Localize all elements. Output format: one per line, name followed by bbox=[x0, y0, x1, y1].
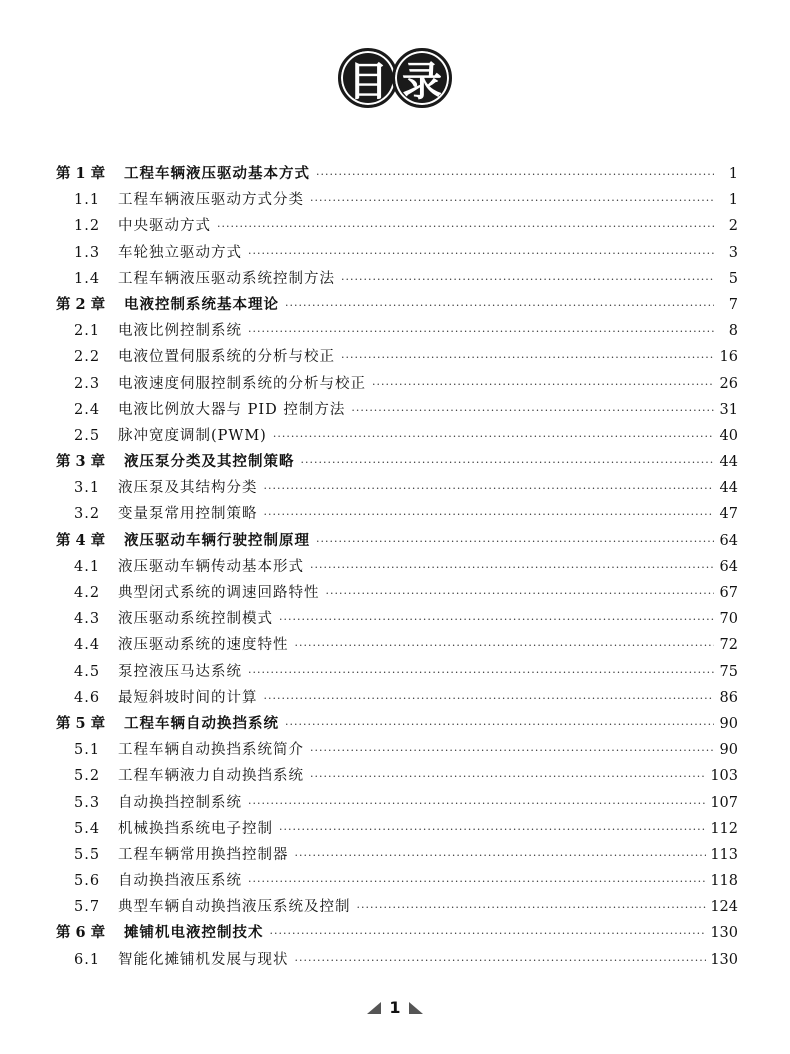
toc-entry-number: 第 3 章 bbox=[56, 453, 106, 471]
left-triangle-icon bbox=[367, 1002, 381, 1014]
leader-dots bbox=[310, 770, 706, 783]
leader-dots bbox=[351, 404, 714, 417]
toc-entry-title: 工程车辆常用换挡控制器 bbox=[118, 846, 289, 863]
toc-entry-title: 电液速度伺服控制系统的分析与校正 bbox=[118, 375, 366, 392]
toc-entry-number: 3.2 bbox=[74, 506, 101, 523]
toc-entry-title: 工程车辆液力自动换挡系统 bbox=[118, 768, 304, 785]
leader-dots bbox=[248, 797, 706, 810]
toc-entry-number: 4.4 bbox=[74, 637, 101, 654]
toc-entry-page: 1 bbox=[728, 192, 738, 209]
leader-dots bbox=[264, 508, 715, 521]
leader-dots bbox=[270, 927, 707, 940]
leader-dots bbox=[248, 666, 714, 679]
toc-entry-number: 5.4 bbox=[74, 820, 101, 837]
toc-entry-number: 2.2 bbox=[74, 349, 101, 366]
toc-entry-number: 1.4 bbox=[74, 270, 101, 287]
toc-section-row[interactable] bbox=[56, 267, 738, 293]
leader-dots bbox=[310, 194, 714, 207]
toc-entry-title: 车轮独立驱动方式 bbox=[118, 244, 242, 261]
leader-dots bbox=[295, 954, 707, 967]
leader-dots bbox=[326, 587, 715, 600]
toc-section-row[interactable] bbox=[56, 738, 738, 764]
toc-entry-title: 液压泵及其结构分类 bbox=[118, 480, 258, 497]
title-char-1: 目 bbox=[338, 48, 398, 108]
toc-section-row[interactable] bbox=[56, 791, 738, 817]
leader-dots bbox=[285, 718, 714, 731]
toc-entry-number: 5.6 bbox=[74, 873, 101, 890]
toc-entry-page: 2 bbox=[728, 218, 738, 235]
toc-entry-number: 4.5 bbox=[74, 663, 101, 680]
toc-chapter-row[interactable] bbox=[56, 162, 738, 188]
toc-section-row[interactable] bbox=[56, 686, 738, 712]
right-triangle-icon bbox=[409, 1002, 423, 1014]
toc-section-row[interactable] bbox=[56, 895, 738, 921]
toc-entry-page: 44 bbox=[719, 480, 738, 497]
toc-entry-number: 第 2 章 bbox=[56, 295, 106, 313]
toc-entry-number: 2.5 bbox=[74, 427, 101, 444]
toc-entry-number: 1.1 bbox=[74, 192, 101, 209]
toc-section-row[interactable] bbox=[56, 817, 738, 843]
toc-entry-title: 最短斜坡时间的计算 bbox=[118, 689, 258, 706]
toc-entry-title: 中央驱动方式 bbox=[118, 218, 211, 235]
toc-entry-page: 107 bbox=[710, 794, 738, 811]
toc-entry-page: 3 bbox=[728, 244, 738, 261]
toc-entry-page: 90 bbox=[719, 742, 738, 759]
toc-entry-title: 液压驱动系统的速度特性 bbox=[118, 637, 289, 654]
toc-section-row[interactable] bbox=[56, 345, 738, 371]
toc-entry-title: 典型闭式系统的调速回路特性 bbox=[118, 585, 320, 601]
toc-entry-page: 16 bbox=[719, 349, 738, 366]
leader-dots bbox=[248, 325, 714, 338]
toc-entry-page: 64 bbox=[719, 532, 738, 549]
toc-entry-title: 自动换挡液压系统 bbox=[118, 873, 242, 890]
toc-chapter-row[interactable] bbox=[56, 293, 738, 319]
leader-dots bbox=[285, 299, 714, 312]
toc-entry-title: 机械换挡系统电子控制 bbox=[118, 820, 273, 837]
toc-entry-page: 86 bbox=[719, 689, 738, 706]
toc-entry-number: 第 5 章 bbox=[56, 714, 106, 732]
leader-dots bbox=[279, 823, 706, 836]
leader-dots bbox=[341, 273, 714, 286]
leader-dots bbox=[301, 456, 715, 469]
toc-entry-title: 电液比例放大器与 PID 控制方法 bbox=[118, 401, 346, 418]
toc-section-row[interactable] bbox=[56, 424, 738, 450]
toc-entry-page: 70 bbox=[719, 611, 738, 628]
toc-entry-title: 液压泵分类及其控制策略 bbox=[124, 453, 295, 471]
toc-entry-page: 5 bbox=[728, 270, 738, 287]
toc-entry-number: 3.1 bbox=[74, 480, 101, 497]
toc-section-row[interactable] bbox=[56, 843, 738, 869]
toc-entry-title: 液压驱动系统控制模式 bbox=[118, 611, 273, 628]
leader-dots bbox=[248, 875, 706, 888]
toc-section-row[interactable] bbox=[56, 660, 738, 686]
leader-dots bbox=[310, 561, 714, 574]
toc-section-row[interactable] bbox=[56, 581, 738, 607]
toc-entry-title: 工程车辆自动换挡系统简介 bbox=[118, 742, 304, 759]
toc-entry-number: 4.1 bbox=[74, 558, 101, 575]
toc-entry-title: 电液位置伺服系统的分析与校正 bbox=[118, 349, 335, 366]
leader-dots bbox=[310, 744, 714, 757]
leader-dots bbox=[316, 535, 714, 548]
toc-section-row[interactable] bbox=[56, 764, 738, 790]
toc-entry-title: 智能化摊铺机发展与现状 bbox=[118, 951, 289, 968]
toc-entry-title: 电液比例控制系统 bbox=[118, 323, 242, 340]
toc-entry-number: 5.7 bbox=[74, 899, 101, 916]
toc-entry-page: 75 bbox=[719, 663, 738, 680]
toc-entry-number: 2.3 bbox=[74, 375, 101, 392]
toc-entry-page: 8 bbox=[728, 323, 738, 340]
toc-entry-title: 自动换挡控制系统 bbox=[118, 794, 242, 811]
toc-entry-number: 5.2 bbox=[74, 768, 101, 785]
toc-entry-number: 6.1 bbox=[74, 951, 101, 968]
page-number: 1 bbox=[389, 998, 401, 1017]
toc-entry-page: 130 bbox=[710, 925, 738, 942]
leader-dots bbox=[295, 639, 715, 652]
page-footer bbox=[0, 998, 790, 1017]
toc-section-row[interactable] bbox=[56, 476, 738, 502]
toc-chapter-row[interactable] bbox=[56, 712, 738, 738]
toc-section-row[interactable] bbox=[56, 214, 738, 240]
toc-entry-title: 摊铺机电液控制技术 bbox=[124, 924, 264, 942]
leader-dots bbox=[316, 168, 714, 181]
leader-dots bbox=[273, 430, 714, 443]
toc-entry-page: 26 bbox=[719, 375, 738, 392]
toc-entry-page: 1 bbox=[728, 166, 738, 182]
toc-entry-page: 7 bbox=[728, 296, 738, 313]
toc-entry-page: 90 bbox=[719, 715, 738, 732]
toc-section-row[interactable] bbox=[56, 188, 738, 214]
toc-entry-number: 5.5 bbox=[74, 846, 101, 863]
leader-dots bbox=[341, 351, 714, 364]
toc-entry-number: 2.4 bbox=[74, 401, 101, 418]
toc-entry-title: 工程车辆自动换挡系统 bbox=[124, 714, 279, 732]
toc-entry-number: 5.1 bbox=[74, 742, 101, 759]
toc-entry-page: 64 bbox=[719, 558, 738, 575]
toc-entry-number: 5.3 bbox=[74, 794, 101, 811]
toc-entry-page: 112 bbox=[710, 820, 738, 837]
leader-dots bbox=[264, 482, 715, 495]
toc-entry-page: 113 bbox=[710, 846, 738, 863]
toc-entry-page: 40 bbox=[719, 427, 738, 444]
toc-entry-title: 电液控制系统基本理论 bbox=[124, 295, 279, 313]
toc-entry-page: 67 bbox=[719, 585, 738, 601]
toc-section-row[interactable] bbox=[56, 948, 738, 974]
toc-entry-page: 124 bbox=[710, 899, 738, 916]
toc-entry-page: 130 bbox=[710, 951, 738, 968]
toc-section-row[interactable] bbox=[56, 607, 738, 633]
toc-section-row[interactable] bbox=[56, 319, 738, 345]
toc-section-row[interactable] bbox=[56, 398, 738, 424]
toc-entry-number: 4.6 bbox=[74, 689, 101, 706]
toc-entry-number: 第 4 章 bbox=[56, 531, 106, 549]
toc-section-row[interactable] bbox=[56, 555, 738, 581]
toc-entry-number: 第 6 章 bbox=[56, 924, 106, 942]
toc-entry-page: 103 bbox=[710, 768, 738, 785]
toc-section-row[interactable] bbox=[56, 372, 738, 398]
toc-entry-number: 1.2 bbox=[74, 218, 101, 235]
toc-entry-title: 工程车辆液压驱动系统控制方法 bbox=[118, 270, 335, 287]
leader-dots bbox=[372, 378, 714, 391]
toc-entry-title: 典型车辆自动换挡液压系统及控制 bbox=[118, 899, 351, 916]
leader-dots bbox=[248, 247, 714, 260]
leader-dots bbox=[264, 692, 715, 705]
toc-entry-title: 变量泵常用控制策略 bbox=[118, 506, 258, 523]
page-title bbox=[0, 48, 790, 108]
toc-entry-page: 118 bbox=[710, 873, 738, 890]
toc-chapter-row[interactable] bbox=[56, 529, 738, 555]
toc-section-row[interactable] bbox=[56, 633, 738, 659]
toc-chapter-row[interactable] bbox=[56, 450, 738, 476]
toc-entry-number: 2.1 bbox=[74, 323, 101, 340]
toc-section-row[interactable] bbox=[56, 869, 738, 895]
toc-entry-number: 4.2 bbox=[74, 585, 101, 601]
table-of-contents bbox=[56, 162, 738, 974]
toc-entry-title: 工程车辆液压驱动基本方式 bbox=[124, 165, 310, 182]
toc-entry-title: 脉冲宽度调制(PWM) bbox=[118, 427, 267, 444]
toc-entry-title: 液压驱动车辆传动基本形式 bbox=[118, 558, 304, 575]
toc-entry-number: 1.3 bbox=[74, 244, 101, 261]
toc-entry-title: 泵控液压马达系统 bbox=[118, 663, 242, 680]
leader-dots bbox=[295, 849, 707, 862]
toc-entry-number: 4.3 bbox=[74, 611, 101, 628]
toc-entry-page: 47 bbox=[719, 506, 738, 523]
toc-entry-title: 液压驱动车辆行驶控制原理 bbox=[124, 531, 310, 549]
title-char-2: 录 bbox=[392, 48, 452, 108]
leader-dots bbox=[217, 220, 714, 233]
toc-entry-title: 工程车辆液压驱动方式分类 bbox=[118, 192, 304, 209]
toc-entry-page: 72 bbox=[719, 637, 738, 654]
leader-dots bbox=[279, 613, 714, 626]
toc-section-row[interactable] bbox=[56, 502, 738, 528]
toc-entry-page: 44 bbox=[719, 454, 738, 471]
leader-dots bbox=[357, 901, 707, 914]
toc-section-row[interactable] bbox=[56, 241, 738, 267]
toc-entry-page: 31 bbox=[719, 401, 738, 418]
toc-chapter-row[interactable] bbox=[56, 921, 738, 947]
toc-entry-number: 第 1 章 bbox=[56, 165, 106, 182]
